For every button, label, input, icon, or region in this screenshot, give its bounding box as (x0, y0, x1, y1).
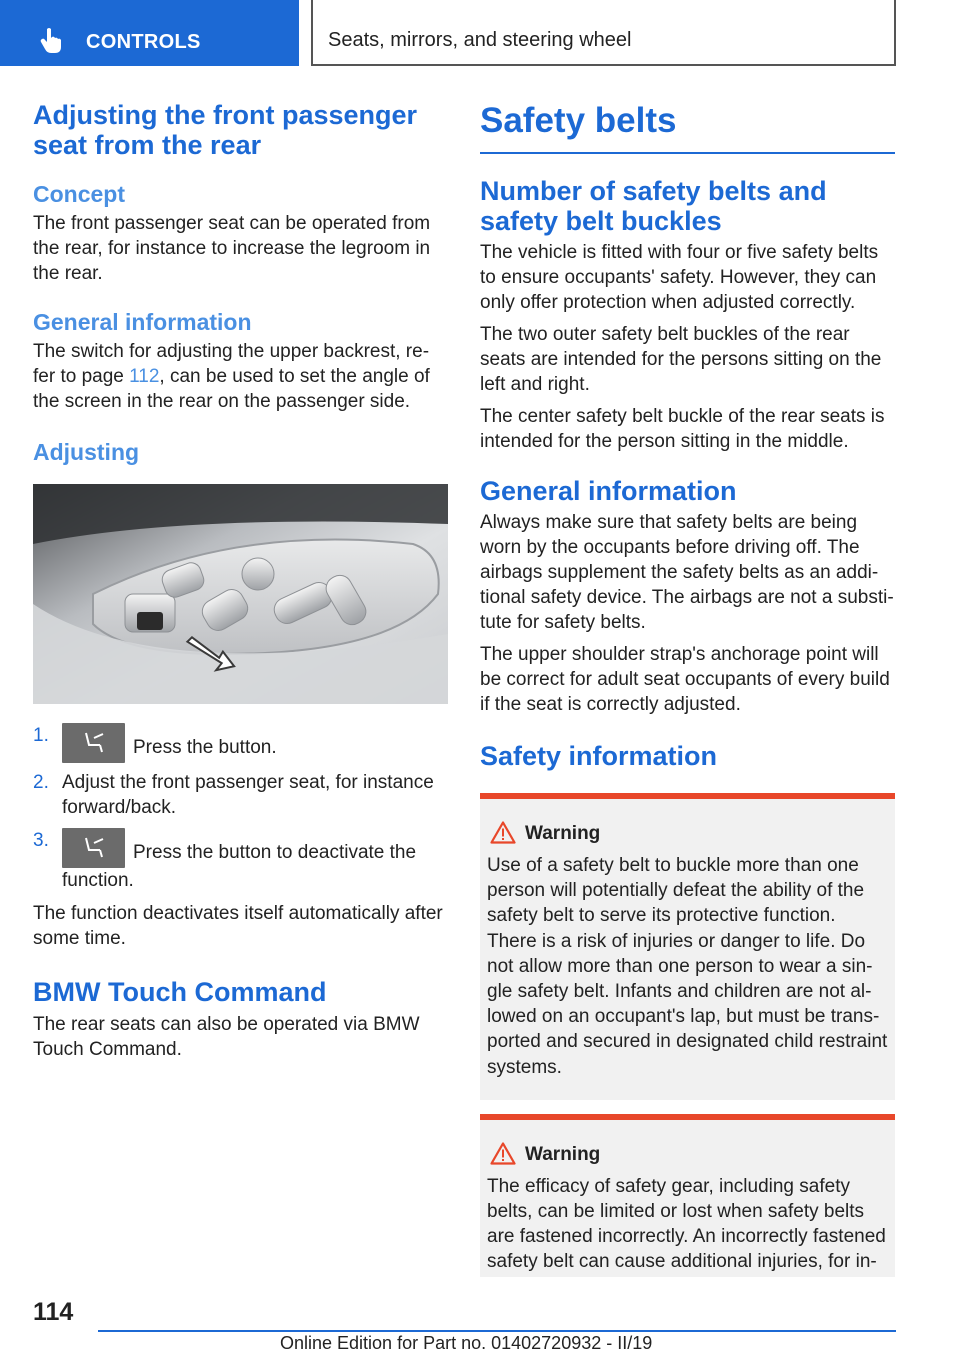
list-item: 3. Press the button to deactivate the function. (33, 830, 417, 891)
warning-text: Use of a safety belt to buckle more than one person will potentially defeat the ability of the safety belt to serve its protective function. There is a risk of injuries or danger to life. Do not allow more than one person to wear a sin- gle safety belt. Infants and children are not al- lowed on an occupant's lap, but must be trans- ported and secured in designated child restraint systems. (487, 855, 888, 1078)
heading-adjusting: Adjusting (33, 439, 140, 465)
heading-concept: Concept (33, 181, 125, 207)
edition-text: Online Edition for Part no. 01402720932 - II/19 (280, 1333, 653, 1353)
chapter-header (311, 0, 896, 66)
touch-command-text: The rear seats can also be operated via BMW Touch Command. (33, 1014, 420, 1060)
seat-switch-photo (33, 484, 448, 704)
seat-adjust-icon (80, 835, 106, 861)
warning-box (480, 1114, 895, 1277)
warning-text: The efficacy of safety gear, including safety belts, can be limited or lost when safety belts are fastened incorrectly. An incorrectly fastened safety belt can cause additional injuries, for in- (487, 1175, 886, 1273)
section-label: CONTROLS (86, 31, 201, 53)
warning-box (480, 793, 895, 1100)
passenger-seat-button-image (62, 828, 125, 868)
warning-triangle-icon (490, 1142, 516, 1165)
general-paragraph-1: Always make sure that safety belts are being worn by the occupants before driving off. The airbags supplement the safety belts as an addi- tional safety device. The airbags are not a substi- tute for safety belts. (480, 512, 894, 633)
belts-paragraph-3: The center safety belt buckle of the rear seats is intended for the person sitting in the middle. (480, 406, 885, 452)
auto-deactivate-text: The function deactivates itself automatically after some time. (33, 903, 443, 949)
right-column (480, 100, 895, 1277)
section-tab[interactable] (0, 0, 299, 66)
general-paragraph-2: The upper shoulder strap's anchorage point will be correct for adult seat occupants of every build if the seat is correctly adjusted. (480, 644, 890, 715)
warning-triangle-icon (490, 821, 516, 844)
page-link[interactable]: 112 (129, 366, 160, 387)
footer-divider (98, 1330, 896, 1332)
warning-title: Warning (487, 821, 889, 846)
heading-general-information: General information (480, 476, 737, 506)
concept-text: The front passenger seat can be operated from the rear, for instance to increase the legroom in the rear. (33, 213, 431, 284)
hand-pointer-icon (38, 26, 66, 54)
heading-bmw-touch-command: BMW Touch Command (33, 977, 327, 1007)
heading-number-of-belts: Number of safety belts and safety belt buckles (480, 176, 827, 236)
heading-safety-information: Safety information (480, 741, 718, 771)
left-column (33, 100, 448, 1062)
section-heading-front-passenger: Adjusting the front passenger seat from the rear (33, 100, 418, 160)
step-list (33, 723, 448, 893)
page-number: 114 (33, 1298, 74, 1326)
heading-general-information: General information (33, 309, 252, 335)
list-item: 1. Press the button. (33, 723, 448, 763)
warning-title: Warning (487, 1142, 889, 1167)
list-item: 2. Adjust the front passenger seat, for instance forward/back. (33, 772, 434, 818)
general-text: The switch for adjusting the upper backrest, re- fer to page 112, can be used to set the angle of the screen in the rear on the passenger side. (33, 341, 430, 412)
passenger-seat-button-image (62, 723, 125, 763)
belts-paragraph-1: The vehicle is fitted with four or five safety belts to ensure occupants' safety. However, they can only offer protection when adjusted correctly. (480, 242, 879, 313)
chapter-title: Seats, mirrors, and steering wheel (328, 29, 632, 51)
belts-paragraph-2: The two outer safety belt buckles of the rear seats are intended for the persons sitting on the left and right. (480, 324, 882, 395)
seat-adjust-icon (80, 730, 106, 756)
page-title: Safety belts (480, 100, 895, 154)
